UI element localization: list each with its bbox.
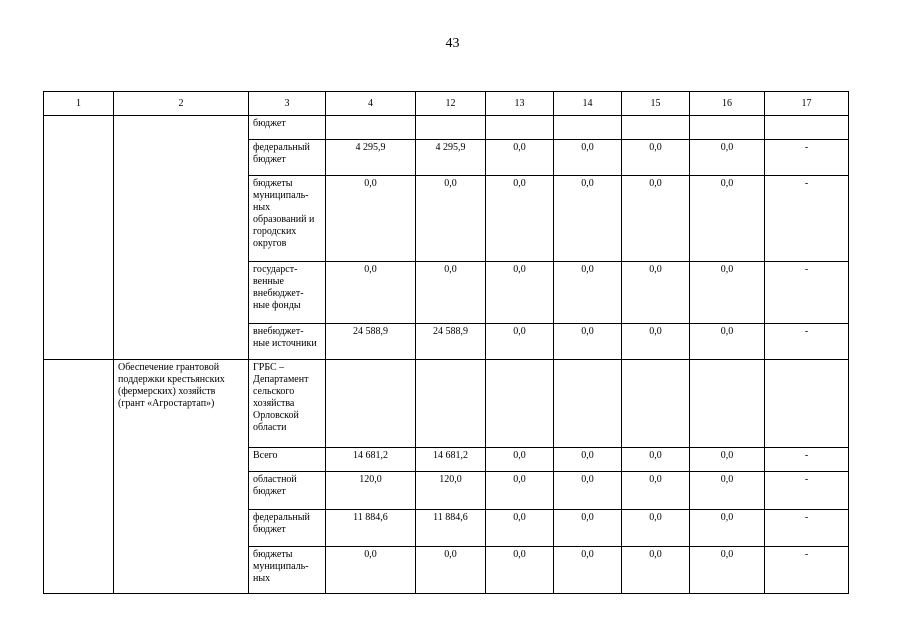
value-cell: 0,0 bbox=[622, 448, 690, 472]
value-cell bbox=[690, 116, 765, 140]
value-cell: - bbox=[765, 510, 849, 547]
value-cell: 0,0 bbox=[486, 140, 554, 176]
header-row bbox=[44, 92, 849, 116]
value-cell bbox=[326, 116, 416, 140]
value-cell: 0,0 bbox=[690, 324, 765, 360]
value-cell: 0,0 bbox=[326, 262, 416, 324]
value-cell: 14 681,2 bbox=[416, 448, 486, 472]
header-cell: 15 bbox=[622, 92, 690, 116]
value-cell: 0,0 bbox=[622, 510, 690, 547]
value-cell: 0,0 bbox=[690, 472, 765, 510]
value-cell: 0,0 bbox=[622, 140, 690, 176]
header-cell: 16 bbox=[690, 92, 765, 116]
value-cell: 0,0 bbox=[486, 510, 554, 547]
value-cell: 0,0 bbox=[690, 140, 765, 176]
page-number: 43 bbox=[445, 36, 460, 51]
value-cell bbox=[326, 360, 416, 448]
value-cell: 0,0 bbox=[622, 547, 690, 594]
program-name-cell: Обеспечение грантовой поддержки крестьянских (фермерских) хозяйств (грант «Агростартап») bbox=[114, 360, 249, 594]
value-cell: 0,0 bbox=[554, 176, 622, 262]
value-cell: - bbox=[765, 262, 849, 324]
value-cell: - bbox=[765, 547, 849, 594]
value-cell: 0,0 bbox=[554, 262, 622, 324]
value-cell: 0,0 bbox=[486, 547, 554, 594]
value-cell: 0,0 bbox=[326, 176, 416, 262]
value-cell: 0,0 bbox=[690, 176, 765, 262]
source-cell: внебюджет- ные источники bbox=[249, 324, 326, 360]
value-cell: 120,0 bbox=[416, 472, 486, 510]
source-cell: федеральный бюджет bbox=[249, 510, 326, 547]
value-cell bbox=[554, 360, 622, 448]
value-cell: 0,0 bbox=[416, 547, 486, 594]
value-cell: 0,0 bbox=[486, 324, 554, 360]
value-cell bbox=[486, 360, 554, 448]
header-cell: 2 bbox=[114, 92, 249, 116]
value-cell: 0,0 bbox=[554, 448, 622, 472]
value-cell: - bbox=[765, 448, 849, 472]
value-cell: 0,0 bbox=[486, 176, 554, 262]
source-cell: государст- венные внебюджет- ные фонды bbox=[249, 262, 326, 324]
value-cell: 0,0 bbox=[554, 324, 622, 360]
value-cell: - bbox=[765, 140, 849, 176]
source-cell: областной бюджет bbox=[249, 472, 326, 510]
value-cell: 0,0 bbox=[622, 324, 690, 360]
value-cell: 0,0 bbox=[554, 547, 622, 594]
value-cell bbox=[765, 116, 849, 140]
header-cell: 4 bbox=[326, 92, 416, 116]
value-cell bbox=[416, 116, 486, 140]
value-cell bbox=[486, 116, 554, 140]
value-cell bbox=[765, 360, 849, 448]
header-cell: 14 bbox=[554, 92, 622, 116]
value-cell: 0,0 bbox=[554, 472, 622, 510]
value-cell: 0,0 bbox=[622, 262, 690, 324]
value-cell bbox=[554, 116, 622, 140]
value-cell: 0,0 bbox=[690, 510, 765, 547]
value-cell: 0,0 bbox=[554, 510, 622, 547]
value-cell: 24 588,9 bbox=[326, 324, 416, 360]
value-cell bbox=[622, 360, 690, 448]
header-cell: 12 bbox=[416, 92, 486, 116]
header-cell: 1 bbox=[44, 92, 114, 116]
value-cell: 120,0 bbox=[326, 472, 416, 510]
empty-cell bbox=[114, 116, 249, 360]
value-cell: 0,0 bbox=[622, 472, 690, 510]
value-cell: 11 884,6 bbox=[416, 510, 486, 547]
source-cell: Всего bbox=[249, 448, 326, 472]
source-cell: бюджеты муниципаль- ных образований и городских округов bbox=[249, 176, 326, 262]
value-cell: 0,0 bbox=[416, 176, 486, 262]
source-cell: федеральный бюджет bbox=[249, 140, 326, 176]
value-cell: 0,0 bbox=[416, 262, 486, 324]
budget-table bbox=[43, 91, 849, 594]
value-cell: 0,0 bbox=[690, 448, 765, 472]
value-cell bbox=[622, 116, 690, 140]
source-cell: бюджеты муниципаль- ных bbox=[249, 547, 326, 594]
table-row bbox=[44, 360, 849, 448]
value-cell bbox=[690, 360, 765, 448]
value-cell: 0,0 bbox=[326, 547, 416, 594]
empty-cell bbox=[44, 360, 114, 594]
table-row bbox=[44, 116, 849, 140]
header-cell: 17 bbox=[765, 92, 849, 116]
value-cell: 14 681,2 bbox=[326, 448, 416, 472]
value-cell: - bbox=[765, 176, 849, 262]
value-cell: 4 295,9 bbox=[416, 140, 486, 176]
source-cell: ГРБС – Департамент сельского хозяйства Орловской области bbox=[249, 360, 326, 448]
value-cell bbox=[416, 360, 486, 448]
value-cell: 11 884,6 bbox=[326, 510, 416, 547]
value-cell: 0,0 bbox=[486, 448, 554, 472]
value-cell: 0,0 bbox=[690, 547, 765, 594]
value-cell: - bbox=[765, 324, 849, 360]
source-cell: бюджет bbox=[249, 116, 326, 140]
value-cell: - bbox=[765, 472, 849, 510]
header-cell: 3 bbox=[249, 92, 326, 116]
value-cell: 0,0 bbox=[486, 472, 554, 510]
value-cell: 0,0 bbox=[554, 140, 622, 176]
value-cell: 0,0 bbox=[622, 176, 690, 262]
value-cell: 0,0 bbox=[690, 262, 765, 324]
header-cell: 13 bbox=[486, 92, 554, 116]
value-cell: 24 588,9 bbox=[416, 324, 486, 360]
empty-cell bbox=[44, 116, 114, 360]
value-cell: 4 295,9 bbox=[326, 140, 416, 176]
value-cell: 0,0 bbox=[486, 262, 554, 324]
